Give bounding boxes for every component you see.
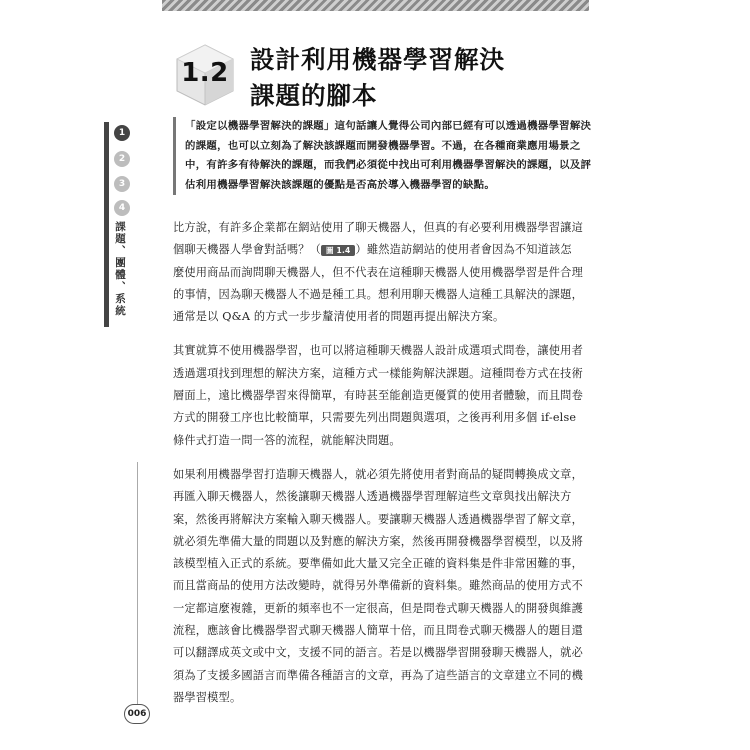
paragraph-2: 其實就算不使用機器學習，也可以將這種聊天機器人設計成選項式問卷，讓使用者透過選項找到理想的解決方案，這種方式一樣能夠解決課題。這種問卷方式在技術層面上，遠比機器學習來得簡單，有時甚至能創造更優質的使用者體驗，而且問卷方式的開發工序也比較簡單，只需要先列出問題與選項，之後再利用多個 if-else 條件式打造一問一答的流程，就能解決問題。 — [173, 344, 583, 447]
chapter-rail — [104, 122, 109, 327]
chapter-title-vertical: 課題、團體、系統 — [114, 221, 126, 317]
chapter-marker-4: 4 — [114, 200, 130, 216]
top-decorative-band — [162, 0, 589, 11]
paragraph-1-part-a: 比方說，有許多企業都在網站使用了聊天機器人，但真的有必要利用機器學習讓這個聊天機器人學會對話嗎？（ — [173, 221, 583, 257]
paragraph-1-part-b: ）雖然造訪網站的使用者會因為不知道該怎麼使用商品而詢問聊天機器人，但不代表在這種聊天機器人使用機器學習是件合理的事情，因為聊天機器人不過是種工具。想利用聊天機器人這種工具解決的課題，通常是以 Q&A 的方式一步步釐清使用者的問題再提出解決方案。 — [173, 243, 583, 324]
chapter-marker-1: 1 — [114, 125, 130, 141]
chapter-marker-3: 3 — [114, 176, 130, 192]
figure-reference[interactable]: 圖 1.4 — [321, 245, 355, 256]
paragraph-3: 如果利用機器學習打造聊天機器人，就必須先將使用者對商品的疑問轉換成文章，再匯入聊天機器人，然後讓聊天機器人透過機器學習理解這些文章與找出解決方案，然後再將解決方案輸入聊天機器人。要讓聊天機器人透過機器學習了解文章，就必須先準備大量的問題以及對應的解決方案，然後再開發機器學習模型，以及將該模型植入正式的系統。要準備如此大量又完全正確的資料集是件非常困難的事，而且當商品的使用方法改變時，就得另外準備新的資料集。雖然商品的使用方式不一定都這麼複雜，更新的頻率也不一定很高，但是問卷式聊天機器人的開發與維護流程，應該會比機器學習式聊天機器人簡單十倍，而且問卷式聊天機器人的題目還可以翻譯成英文或中文，支援不同的語言。若是以機器學習開發聊天機器人，就必須為了支援多國語言而準備各種語言的文章，再為了這些語言的文章建立不同的機器學習模型。 — [173, 467, 583, 704]
section-number: 1.2 — [181, 58, 229, 88]
section-title — [250, 42, 580, 114]
body-text — [173, 217, 583, 721]
section-title-line-1: 設計利用機器學習解決 — [250, 45, 505, 74]
section-title-line-2: 課題的腳本 — [250, 81, 378, 110]
page-number: 006 — [124, 704, 150, 724]
page-side-rule — [137, 462, 138, 704]
paragraph-1 — [173, 217, 583, 328]
section-abstract: 「設定以機器學習解決的課題」這句話讓人覺得公司內部已經有可以透過機器學習解決的課題，也可以立刻為了解決該課題而開發機器學習。不過，在各種商業應用場景之中，有許多有待解決的課題，而我們必須從中找出可利用機器學習解決的課題，以及評估利用機器學習解決該課題的優點是否高於導入機器學習的缺點。 — [173, 117, 595, 195]
chapter-marker-2: 2 — [114, 151, 130, 167]
